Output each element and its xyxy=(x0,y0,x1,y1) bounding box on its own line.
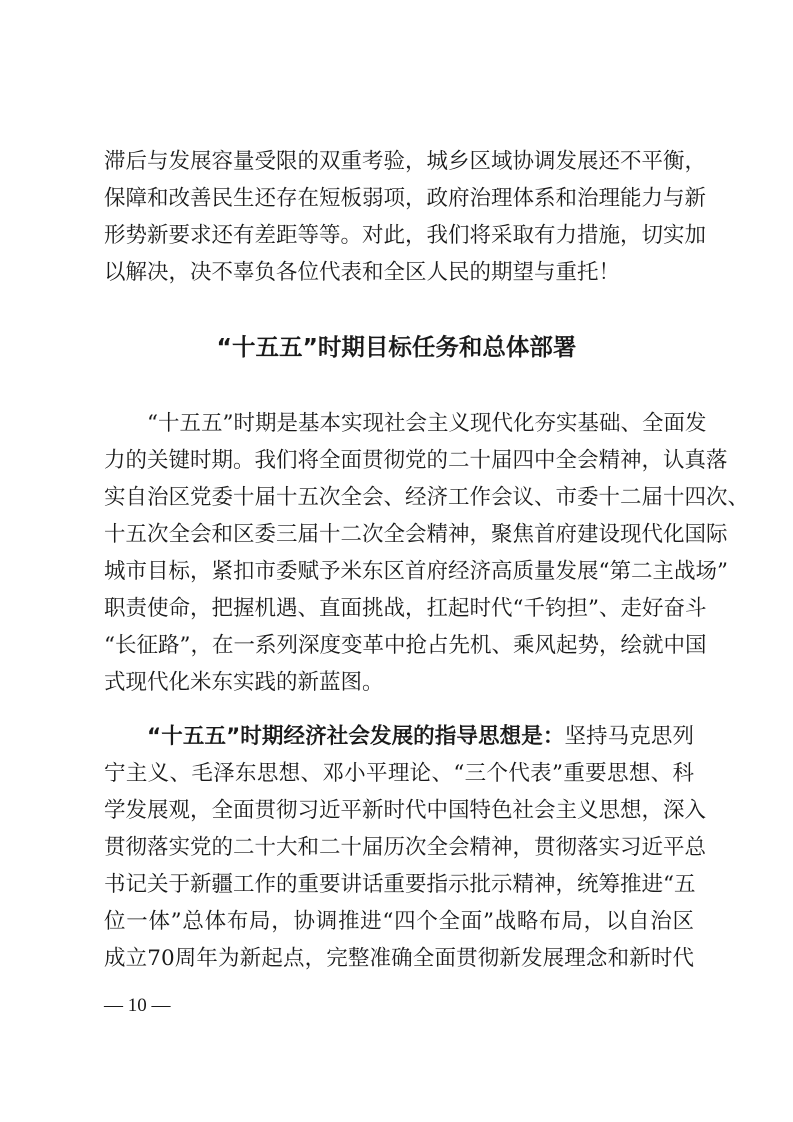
guiding-ideology-lead: “十五五”时期经济社会发展的指导思想是： xyxy=(147,724,565,749)
paragraph-2 xyxy=(104,405,750,701)
paragraph-2-line-5: 城市目标，紧扣市委赋予米东区首府经济高质量发展“第二主战场” xyxy=(104,559,728,584)
paragraph-3-line-1-rest: 坚持马克思列 xyxy=(564,724,694,749)
paragraph-2-line-4: 十五次全会和区委三届十二次全会精神，聚焦首府建设现代化国际 xyxy=(104,522,728,547)
paragraph-3-line-7: 成立70周年为新起点，完整准确全面贯彻新发展理念和新时代 xyxy=(104,946,694,971)
paragraph-2-line-7: “长征路”，在一系列深度变革中抢占先机、乘风起势，绘就中国 xyxy=(104,633,707,658)
paragraph-2-line-3: 实自治区党委十届十五次全会、经济工作会议、市委十二届十四次、 xyxy=(104,485,750,510)
paragraph-1 xyxy=(104,143,707,291)
paragraph-2-line-1: “十五五”时期是基本实现社会主义现代化夯实基础、全面发 xyxy=(147,411,707,436)
paragraph-2-line-6: 职责使命，把握机遇、直面挑战，扛起时代“千钧担”、走好奋斗 xyxy=(104,596,707,621)
paragraph-1-line-4: 以解决，决不辜负各位代表和全区人民的期望与重托！ xyxy=(104,260,621,285)
page-number: — 10 — xyxy=(104,995,171,1016)
paragraph-3-line-5: 书记关于新疆工作的重要讲话重要指示批示精神，统筹推进“五 xyxy=(104,872,696,897)
paragraph-3-line-4: 贯彻落实党的二十大和二十届历次全会精神，贯彻落实习近平总 xyxy=(104,835,707,860)
paragraph-3-line-2: 宁主义、毛泽东思想、邓小平理论、“三个代表”重要思想、科 xyxy=(104,761,694,786)
paragraph-1-line-1: 滞后与发展容量受限的双重考验，城乡区域协调发展还不平衡， xyxy=(104,149,707,174)
paragraph-1-line-3: 形势新要求还有差距等等。对此，我们将采取有力措施，切实加 xyxy=(104,223,707,248)
paragraph-2-line-2: 力的关键时期。我们将全面贯彻党的二十届四中全会精神，认真落 xyxy=(104,448,728,473)
section-heading: “十五五”时期目标任务和总体部署 xyxy=(216,333,577,361)
paragraph-2-line-8: 式现代化米东实践的新蓝图。 xyxy=(104,670,384,695)
paragraph-3 xyxy=(104,718,707,977)
paragraph-1-line-2: 保障和改善民生还存在短板弱项，政府治理体系和治理能力与新 xyxy=(104,186,707,211)
paragraph-3-line-3: 学发展观，全面贯彻习近平新时代中国特色社会主义思想，深入 xyxy=(104,798,707,823)
paragraph-3-line-1 xyxy=(104,718,694,755)
paragraph-3-line-6: 位一体”总体布局，协调推进“四个全面”战略布局，以自治区 xyxy=(104,909,694,934)
